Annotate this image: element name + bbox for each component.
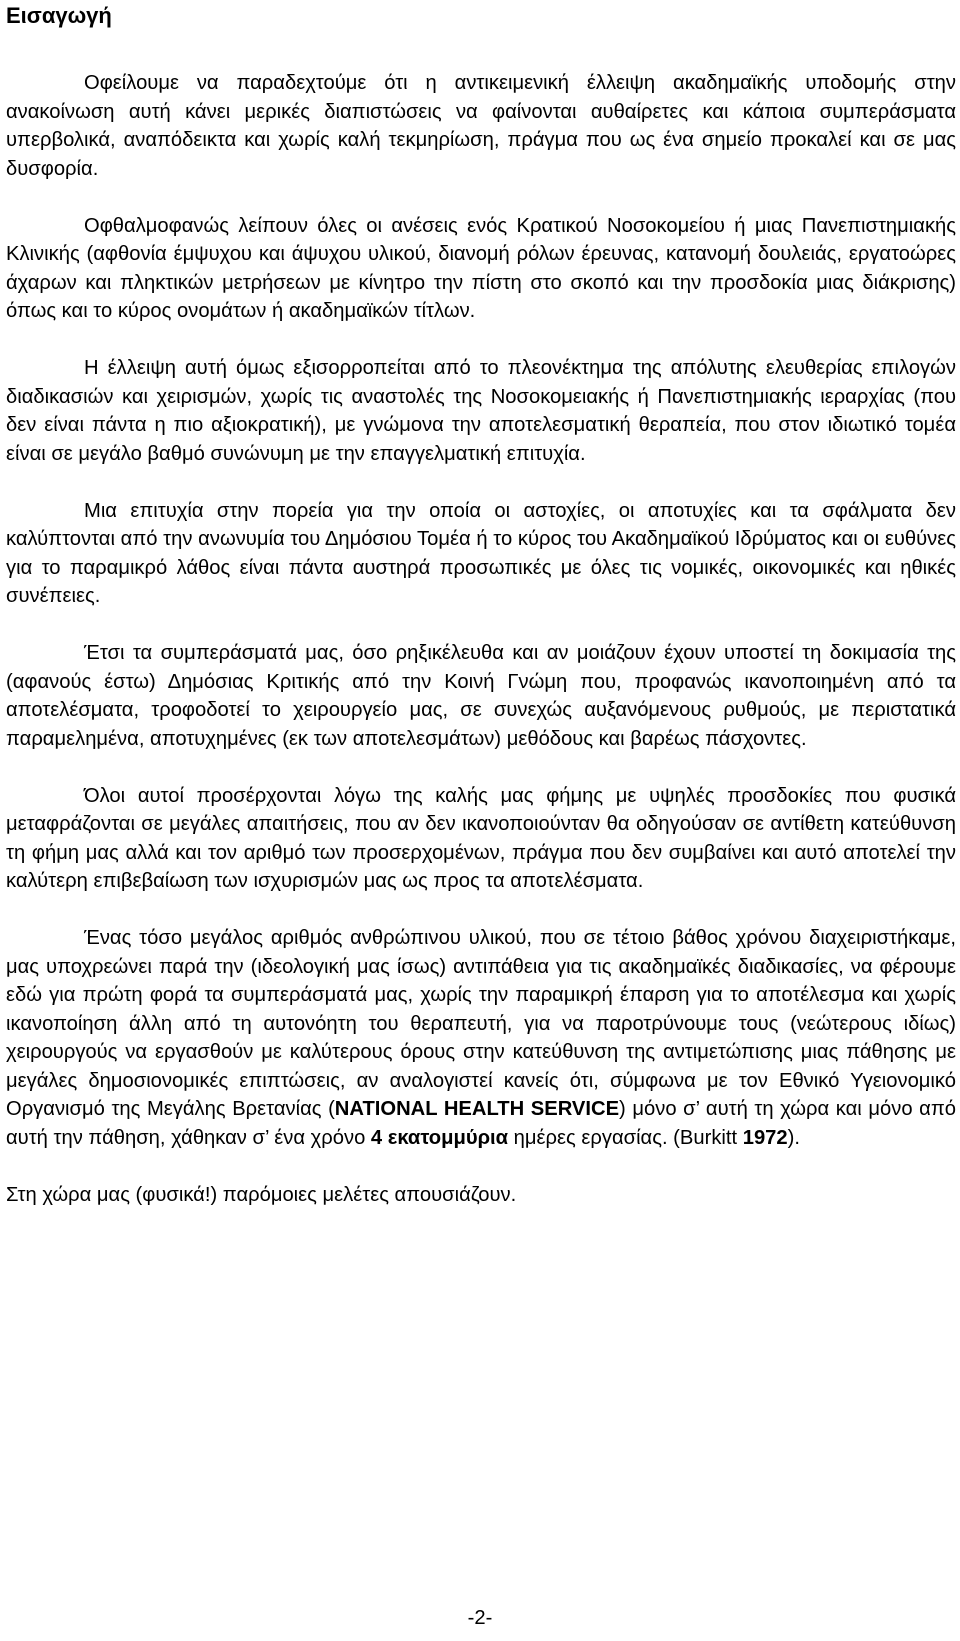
paragraph-7 xyxy=(6,924,956,1152)
page-number: -2- xyxy=(467,1607,493,1629)
paragraph-7-text-4: ). xyxy=(787,1126,800,1149)
section-heading: Εισαγωγή xyxy=(6,3,112,28)
document-page xyxy=(6,0,956,1209)
paragraph-5: Έτσι τα συμπεράσματά μας, όσο ρηξικέλευθα και αν μοιάζουν έχουν υποστεί τη δοκιμασία της (αφανούς έστω) Δημόσιας Κριτικής από την Κοινή Γνώμη που, προφανώς ικανοποιημένη από τα αποτελέσματα, τροφοδοτεί το χειρουργείο μας, σε συνεχώς αυξανόμενους ρυθμούς, με περιστατικά παραμελημένα, αποτυχημένες (εκ των αποτελεσμάτων) μεθόδους και βαρέως πάσχοντες. xyxy=(6,642,956,750)
workdays-figure: 4 εκατομμύρια xyxy=(370,1126,509,1149)
paragraph-3: Η έλλειψη αυτή όμως εξισορροπείται από το πλεονέκτημα της απόλυτης ελευθερίας επιλογών διαδικασιών και χειρισμών, χωρίς τις αναστολές της Νοσοκομειακής ή Πανεπιστημιακής ιεραρχίας (που δεν είναι πάντα η πιο αξιοκρατική), με γνώμονα την αποτελεσματική θεραπεία, που στον ιδιωτικό τομέα είναι σε μεγάλο βαθμό συνώνυμη με την επαγγελματική επιτυχία. xyxy=(6,357,956,465)
paragraph-2: Οφθαλμοφανώς λείπουν όλες οι ανέσεις ενός Κρατικού Νοσοκομείου ή μιας Πανεπιστημιακής Κλινικής (αφθονία έμψυχου και άψυχου υλικού, διανομή ρόλων έρευνας, κατανομή δουλειάς, εργατοώρες άχαρων και πληκτικών μετρήσεων με κίνητρο την πίστη στο σκοπό και την προσδοκία μιας διάκρισης) όπως και το κύρος ονομάτων ή ακαδημαϊκών τίτλων. xyxy=(6,214,956,322)
paragraph-7-text-3: ημέρες εργασίας. (Burkitt xyxy=(508,1126,743,1149)
paragraph-6: Όλοι αυτοί προσέρχονται λόγω της καλής μας φήμης με υψηλές προσδοκίες που φυσικά μεταφράζονται σε μεγάλες απαιτήσεις, που αν δεν ικανοποιούνταν θα οδηγούσαν σε αντίθετη κατεύθυνση τη φήμη μας αλλά και τον αριθμό των προσερχομένων, πράγμα που δεν συμβαίνει και αυτό αποτελεί την καλύτερη επιβεβαίωση των ισχυρισμών μας ως προς τα αποτελέσματα. xyxy=(6,784,956,892)
organisation-name: NATIONAL HEALTH SERVICE xyxy=(334,1098,620,1120)
closing-paragraph: Στη χώρα μας (φυσικά!) παρόμοιες μελέτες απουσιάζουν. xyxy=(6,1183,517,1206)
paragraph-1: Οφείλουμε να παραδεχτούμε ότι η αντικειμενική έλλειψη ακαδημαϊκής υποδομής στην ανακοίνωση αυτή κάνει μερικές διαπιστώσεις να φαίνονται αυθαίρετες και κάποια συμπεράσματα υπερβολικά, αναπόδεικτα και χωρίς καλή τεκμηρίωση, πράγμα που ως ένα σημείο προκαλεί και σε μας δυσφορία. xyxy=(6,72,956,180)
paragraph-7-text-2: ) μόνο σ’ αυτή τη χώρα και μόνο από αυτή την πάθηση, χάθηκαν σ’ ένα χρόνο xyxy=(6,1098,956,1149)
paragraph-4: Μια επιτυχία στην πορεία για την οποία οι αστοχίες, οι αποτυχίες και τα σφάλματα δεν καλύπτονται από την ανωνυμία του Δημόσιου Τομέα ή το κύρος του Ακαδημαϊκού Ιδρύματος και οι ευθύνες για το παραμικρό λάθος είναι πάντα αυστηρά προσωπικές με όλες τις νομικές, οικονομικές και ηθικές συνέπειες. xyxy=(6,499,956,607)
citation-year: 1972 xyxy=(742,1126,788,1149)
paragraph-7-text-1: Ένας τόσο μεγάλος αριθμός ανθρώπινου υλικού, που σε τέτοιο βάθος χρόνου διαχειριστήκαμε, μας υποχρεώνει παρά την (ιδεολογική μας ίσως) αντιπάθεια για τις ακαδημαϊκές διαδικασίες, να φέρουμε εδώ για πρώτη φορά τα συμπεράσματά μας, χωρίς την παραμικρή έπαρση για το αποτέλεσμα και χωρίς ικανοποίηση άλλη από τη αυτονόητη του θεραπευτή, για να παροτρύνουμε τους (νεώτερους ιδίως) χειρουργούς να εργασθούν με καλύτερους όρους στην κατεύθυνση της αντιμετώπισης μιας πάθησης με μεγάλες δημοσιονομικές επιπτώσεις, αν αναλογιστεί κανείς ότι, σύμφωνα με τον Εθνικό Υγειονομικό Οργανισμό της Μεγάλης Βρετανίας ( xyxy=(6,927,956,1120)
